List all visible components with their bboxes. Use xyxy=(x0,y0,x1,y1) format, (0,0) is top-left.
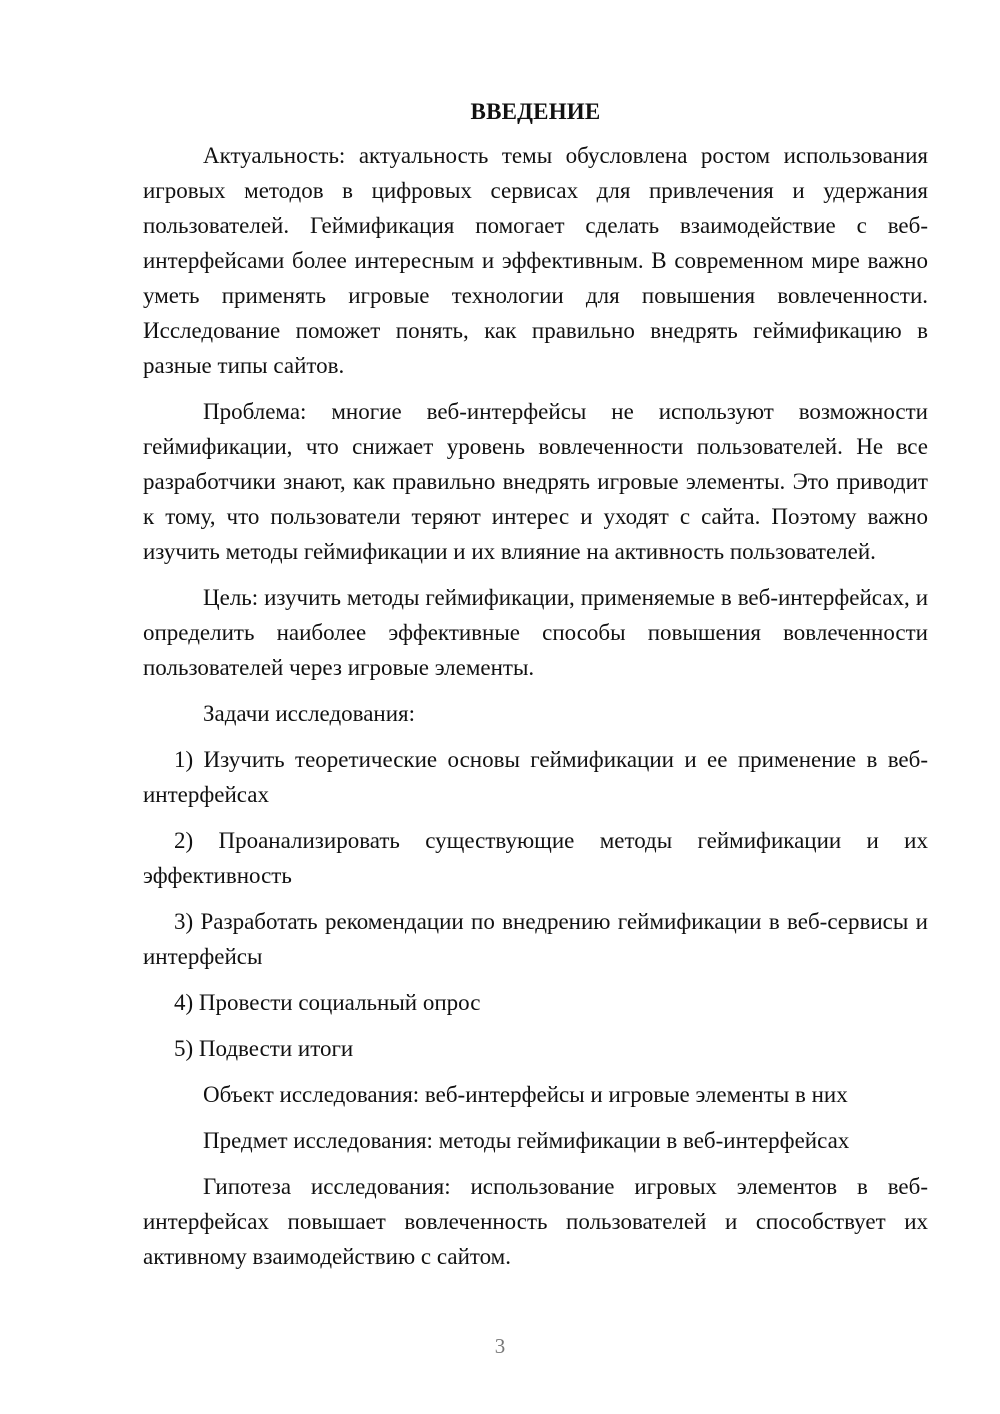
hypothesis-paragraph: Гипотеза исследования: использование игровых элементов в веб-интерфейсах повышает вовлеченность пользователей и способствует их активному взаимодействию с сайтом. xyxy=(143,1174,928,1269)
object-paragraph: Объект исследования: веб-интерфейсы и игровые элементы в них xyxy=(203,1082,848,1107)
goal-paragraph: Цель: изучить методы геймификации, применяемые в веб-интерфейсах, и определить наиболее эффективные способы повышения вовлеченности пользователей через игровые элементы. xyxy=(143,585,928,680)
list-item: 1) Изучить теоретические основы геймификации и ее применение в веб-интерфейсах xyxy=(143,747,928,807)
page-number: 3 xyxy=(494,1334,506,1358)
list-item: 2) Проанализировать существующие методы геймификации и их эффективность xyxy=(143,828,928,888)
tasks-heading: Задачи исследования: xyxy=(203,701,416,726)
relevance-paragraph: Актуальность: актуальность темы обусловлена ростом использования игровых методов в цифровых сервисах для привлечения и удержания пользователей. Геймификация помогает сделать взаимодействие с веб-интерфейсами более интересным и эффективным. В современном мире важно уметь применять игровые технологии для повышения вовлеченности. Исследование поможет понять, как правильно внедрять геймификацию в разные типы сайтов. xyxy=(143,143,928,378)
subject-paragraph: Предмет исследования: методы геймификации в веб-интерфейсах xyxy=(203,1128,850,1153)
list-item: 4) Провести социальный опрос xyxy=(174,990,481,1015)
page-title: ВВЕДЕНИЕ xyxy=(470,99,601,124)
tasks-list xyxy=(143,742,928,1066)
problem-paragraph: Проблема: многие веб-интерфейсы не используют возможности геймификации, что снижает уровень вовлеченности пользователей. Не все разработчики знают, как правильно внедрять игровые элементы. Это приводит к тому, что пользователи теряют интерес и уходят с сайта. Поэтому важно изучить методы геймификации и их влияние на активность пользователей. xyxy=(143,399,928,564)
list-item: 5) Подвести итоги xyxy=(174,1036,354,1061)
document-page xyxy=(143,96,928,1285)
list-item: 3) Разработать рекомендации по внедрению геймификации в веб-сервисы и интерфейсы xyxy=(143,909,928,969)
